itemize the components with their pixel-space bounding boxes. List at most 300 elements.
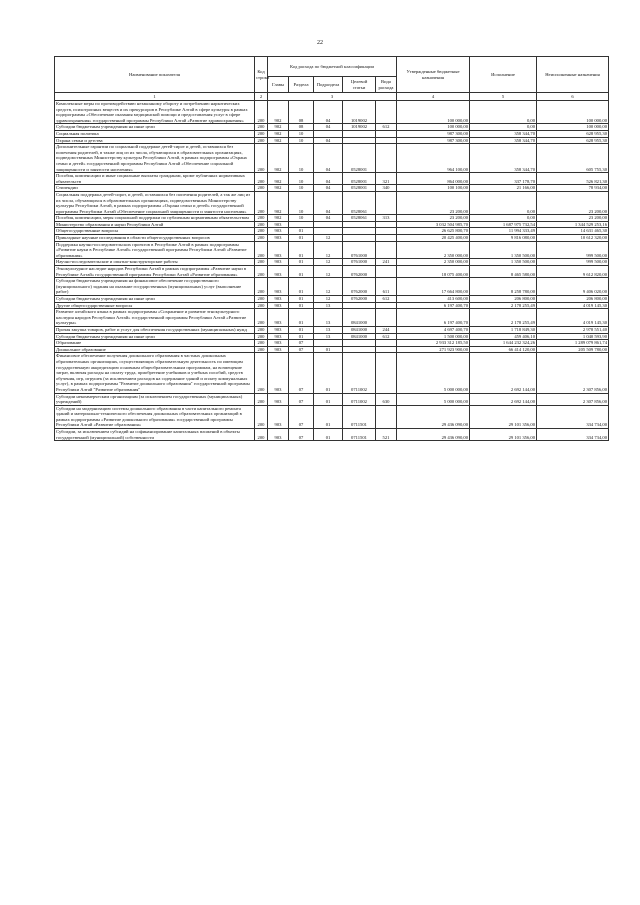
table-row bbox=[55, 353, 609, 393]
row-target bbox=[343, 130, 376, 137]
column-number: 4 bbox=[397, 93, 470, 101]
row-unexecuted: 9 612 820,00 bbox=[537, 266, 609, 278]
row-podrazdel: 04 bbox=[314, 185, 343, 192]
row-name: Другие общегосударственные вопросы bbox=[55, 302, 255, 309]
row-unexecuted: 23 200,00 bbox=[537, 191, 609, 214]
row-executed: 1 350 500,00 bbox=[470, 259, 537, 266]
table-row bbox=[55, 405, 609, 428]
row-approved: 2 350 000,00 bbox=[397, 241, 470, 259]
row-code: 200 bbox=[255, 309, 268, 327]
row-executed: 2 178 255,49 bbox=[470, 302, 537, 309]
row-executed: 1 687 975 732,54 bbox=[470, 221, 537, 228]
row-target: 0761000 bbox=[343, 259, 376, 266]
row-approved: 987 300,00 bbox=[397, 137, 470, 144]
row-approved: 5 000 000,00 bbox=[397, 353, 470, 393]
row-approved: 1 500 000,00 bbox=[397, 333, 470, 340]
row-razdel: 07 bbox=[289, 353, 314, 393]
budget-table bbox=[54, 56, 609, 441]
row-vid bbox=[376, 353, 397, 393]
row-name: Развитие алтайского языка в рамках подпрограммы «Сохранение и развитие этнокультурного наследия народов Республики Алтай» государственной программы Республики Алтай «Развитие культуры» bbox=[55, 309, 255, 327]
row-unexecuted: 206 800,00 bbox=[537, 296, 609, 303]
row-approved: 18 075 400,00 bbox=[397, 266, 470, 278]
row-vid: 612 bbox=[376, 124, 397, 131]
row-podrazdel: 04 bbox=[314, 215, 343, 222]
row-approved: 26 625 800,70 bbox=[397, 228, 470, 235]
row-approved: 4 697 400,70 bbox=[397, 326, 470, 333]
row-code: 200 bbox=[255, 215, 268, 222]
table-row bbox=[55, 326, 609, 333]
header-podrazdel: Подраздела bbox=[314, 77, 343, 93]
row-razdel: 01 bbox=[289, 241, 314, 259]
table-body bbox=[55, 101, 609, 441]
row-code: 200 bbox=[255, 393, 268, 405]
row-glava: 902 bbox=[268, 137, 289, 144]
row-code: 200 bbox=[255, 278, 268, 296]
row-executed: 1 718 849,30 bbox=[470, 326, 537, 333]
table-row bbox=[55, 296, 609, 303]
row-name: Субсидии некоммерческим организациям (за исключением государственных (муниципальных) учреждений) bbox=[55, 393, 255, 405]
row-code: 200 bbox=[255, 346, 268, 353]
row-podrazdel bbox=[314, 340, 343, 347]
header-unexecuted: Неисполненные назначения bbox=[537, 57, 609, 93]
row-name: Субсидии на модернизацию системы дошкольного образования в части капитального ремонта зданий и материально-технического обеспечения дошкольных образовательных организаций в рамках подпрограммы «Развитие дошкольного образования» государственной программы Республики Алтай «Развитие образования» bbox=[55, 405, 255, 428]
row-unexecuted: 100 000,00 bbox=[537, 101, 609, 124]
row-razdel: 10 bbox=[289, 137, 314, 144]
row-unexecuted: 999 500,00 bbox=[537, 259, 609, 266]
row-podrazdel: 01 bbox=[314, 393, 343, 405]
header-budget-code: Код расхода по бюджетной классификации bbox=[268, 57, 397, 77]
row-razdel: 10 bbox=[289, 173, 314, 185]
row-executed: 29 101 356,00 bbox=[470, 429, 537, 441]
row-approved: 23 200,00 bbox=[397, 215, 470, 222]
row-approved: 20 425 400,00 bbox=[397, 235, 470, 242]
row-target: 0711501 bbox=[343, 405, 376, 428]
table-row bbox=[55, 278, 609, 296]
row-name: Прочая закупка товаров, работ и услуг для обеспечения государственных (муниципальных) нужд bbox=[55, 326, 255, 333]
row-name: Общегосударственные вопросы bbox=[55, 228, 255, 235]
row-vid bbox=[376, 144, 397, 173]
row-glava: 903 bbox=[268, 259, 289, 266]
row-target: 0762000 bbox=[343, 278, 376, 296]
row-vid: 241 bbox=[376, 259, 397, 266]
row-unexecuted: 4 019 145,30 bbox=[537, 309, 609, 327]
row-code: 200 bbox=[255, 137, 268, 144]
header-vid: Вида расхода bbox=[376, 77, 397, 93]
row-podrazdel: 01 bbox=[314, 346, 343, 353]
row-unexecuted: 1 289 079 861,74 bbox=[537, 340, 609, 347]
header-name: Наименование показателя bbox=[55, 57, 255, 93]
row-code: 200 bbox=[255, 101, 268, 124]
page-number: 22 bbox=[317, 40, 323, 46]
row-unexecuted: 2 307 856,00 bbox=[537, 393, 609, 405]
row-vid bbox=[376, 235, 397, 242]
row-vid bbox=[376, 137, 397, 144]
row-target: 0528001 bbox=[343, 185, 376, 192]
row-podrazdel: 04 bbox=[314, 124, 343, 131]
row-glava: 903 bbox=[268, 235, 289, 242]
table-row bbox=[55, 340, 609, 347]
row-podrazdel: 13 bbox=[314, 326, 343, 333]
row-podrazdel: 13 bbox=[314, 309, 343, 327]
row-vid bbox=[376, 340, 397, 347]
row-unexecuted: 23 200,00 bbox=[537, 215, 609, 222]
row-vid bbox=[376, 405, 397, 428]
row-executed: 8 258 780,00 bbox=[470, 278, 537, 296]
row-vid bbox=[376, 346, 397, 353]
row-code: 200 bbox=[255, 405, 268, 428]
row-glava: 903 bbox=[268, 326, 289, 333]
row-podrazdel: 12 bbox=[314, 266, 343, 278]
row-podrazdel: 12 bbox=[314, 241, 343, 259]
row-unexecuted: 100 000,00 bbox=[537, 124, 609, 131]
row-vid: 244 bbox=[376, 326, 397, 333]
row-razdel: 08 bbox=[289, 124, 314, 131]
row-executed: 2 692 144,00 bbox=[470, 393, 537, 405]
row-glava: 902 bbox=[268, 124, 289, 131]
row-code: 200 bbox=[255, 185, 268, 192]
row-approved: 2 933 312 185,50 bbox=[397, 340, 470, 347]
row-glava: 903 bbox=[268, 393, 289, 405]
row-executed: 1 644 232 324,26 bbox=[470, 340, 537, 347]
row-code: 200 bbox=[255, 124, 268, 131]
row-code: 200 bbox=[255, 429, 268, 441]
table-row bbox=[55, 185, 609, 192]
column-numbers-row bbox=[55, 93, 609, 101]
row-glava: 903 bbox=[268, 228, 289, 235]
row-glava: 902 bbox=[268, 185, 289, 192]
row-podrazdel: 04 bbox=[314, 144, 343, 173]
header-approved: Утвержденные бюджетные назначения bbox=[397, 57, 470, 93]
row-unexecuted: 9 406 020,00 bbox=[537, 278, 609, 296]
row-approved: 864 000,00 bbox=[397, 173, 470, 185]
row-executed: 66 414 120,00 bbox=[470, 346, 537, 353]
table-row bbox=[55, 241, 609, 259]
row-name: Поддержка научно-исследовательских проектов в Республике Алтай в рамках подпрограммы «Развитие науки в Республике Алтай» государственной программы Республики Алтай «Развитие образования» bbox=[55, 241, 255, 259]
row-vid: 611 bbox=[376, 278, 397, 296]
header-razdel: Раздела bbox=[289, 77, 314, 93]
row-unexecuted: 4 019 145,30 bbox=[537, 302, 609, 309]
row-target bbox=[343, 137, 376, 144]
row-glava: 903 bbox=[268, 241, 289, 259]
row-target: 0528001 bbox=[343, 144, 376, 173]
row-approved: 964 100,00 bbox=[397, 144, 470, 173]
row-razdel: 08 bbox=[289, 101, 314, 124]
row-unexecuted: 334 734,00 bbox=[537, 405, 609, 428]
row-glava: 903 bbox=[268, 266, 289, 278]
row-approved: 413 600,00 bbox=[397, 296, 470, 303]
row-target: 0711002 bbox=[343, 393, 376, 405]
row-unexecuted: 526 821,30 bbox=[537, 173, 609, 185]
table-row bbox=[55, 215, 609, 222]
row-code: 200 bbox=[255, 241, 268, 259]
row-glava: 902 bbox=[268, 215, 289, 222]
row-glava: 903 bbox=[268, 353, 289, 393]
header-code-line: Код строки bbox=[255, 57, 268, 93]
row-target: 1019002 bbox=[343, 101, 376, 124]
row-approved: 6 197 400,70 bbox=[397, 302, 470, 309]
row-code: 200 bbox=[255, 296, 268, 303]
row-glava: 903 bbox=[268, 346, 289, 353]
row-vid: 612 bbox=[376, 333, 397, 340]
table-row bbox=[55, 302, 609, 309]
table-row bbox=[55, 259, 609, 266]
row-target bbox=[343, 221, 376, 228]
row-target bbox=[343, 228, 376, 235]
table-row bbox=[55, 130, 609, 137]
row-code: 200 bbox=[255, 130, 268, 137]
row-vid bbox=[376, 309, 397, 327]
row-approved: 987 300,00 bbox=[397, 130, 470, 137]
row-podrazdel bbox=[314, 228, 343, 235]
row-target: 0761000 bbox=[343, 241, 376, 259]
row-vid bbox=[376, 130, 397, 137]
row-executed: 337 178,70 bbox=[470, 173, 537, 185]
row-code: 200 bbox=[255, 144, 268, 173]
row-unexecuted: 14 631 465,30 bbox=[537, 228, 609, 235]
row-vid bbox=[376, 302, 397, 309]
row-name: Охрана семьи и детства bbox=[55, 137, 255, 144]
table-row bbox=[55, 309, 609, 327]
row-razdel: 07 bbox=[289, 393, 314, 405]
row-podrazdel: 01 bbox=[314, 405, 343, 428]
row-target: 0528001 bbox=[343, 173, 376, 185]
row-razdel: 01 bbox=[289, 228, 314, 235]
row-code: 200 bbox=[255, 333, 268, 340]
row-vid bbox=[376, 191, 397, 214]
row-podrazdel: 12 bbox=[314, 278, 343, 296]
row-executed: 8 465 580,00 bbox=[470, 266, 537, 278]
row-podrazdel: 04 bbox=[314, 173, 343, 185]
row-vid: 321 bbox=[376, 173, 397, 185]
row-executed: 29 101 356,00 bbox=[470, 405, 537, 428]
row-razdel: 10 bbox=[289, 185, 314, 192]
row-podrazdel: 12 bbox=[314, 235, 343, 242]
table-row bbox=[55, 235, 609, 242]
row-razdel: 01 bbox=[289, 296, 314, 303]
row-glava: 902 bbox=[268, 191, 289, 214]
row-name: Субсидии бюджетным учреждениям на иные цели bbox=[55, 296, 255, 303]
row-name: Субсидии бюджетным учреждениям на иные цели bbox=[55, 124, 255, 131]
table-row bbox=[55, 429, 609, 441]
row-name: Научно-исследовательские и опытно-конструкторские работы bbox=[55, 259, 255, 266]
row-name: Субсидии, за исключением субсидий на софинансирование капитальных вложений в объекты государственной (муниципальной) собственности bbox=[55, 429, 255, 441]
row-executed: 0,00 bbox=[470, 191, 537, 214]
table-row bbox=[55, 173, 609, 185]
row-name: Стипендии bbox=[55, 185, 255, 192]
row-podrazdel: 01 bbox=[314, 353, 343, 393]
row-vid bbox=[376, 241, 397, 259]
row-unexecuted: 205 509 780,00 bbox=[537, 346, 609, 353]
row-vid: 612 bbox=[376, 296, 397, 303]
table-row bbox=[55, 228, 609, 235]
column-number: 3 bbox=[268, 93, 397, 101]
row-unexecuted: 2 307 856,00 bbox=[537, 353, 609, 393]
row-vid bbox=[376, 101, 397, 124]
row-glava: 903 bbox=[268, 296, 289, 303]
row-razdel: 10 bbox=[289, 191, 314, 214]
row-vid: 313 bbox=[376, 215, 397, 222]
row-approved: 3 032 504 985,70 bbox=[397, 221, 470, 228]
row-unexecuted: 605 755,30 bbox=[537, 144, 609, 173]
row-podrazdel: 13 bbox=[314, 302, 343, 309]
row-executed: 2 692 144,00 bbox=[470, 353, 537, 393]
row-glava: 903 bbox=[268, 340, 289, 347]
row-podrazdel: 04 bbox=[314, 137, 343, 144]
row-executed: 11 994 333,49 bbox=[470, 228, 537, 235]
row-vid bbox=[376, 221, 397, 228]
row-executed: 9 816 080,00 bbox=[470, 235, 537, 242]
table-row bbox=[55, 137, 609, 144]
row-target bbox=[343, 346, 376, 353]
row-vid: 630 bbox=[376, 393, 397, 405]
row-podrazdel: 13 bbox=[314, 333, 343, 340]
row-target: 0528061 bbox=[343, 215, 376, 222]
row-target: 0711501 bbox=[343, 429, 376, 441]
row-glava: 902 bbox=[268, 101, 289, 124]
table-row bbox=[55, 221, 609, 228]
row-executed: 1 350 500,00 bbox=[470, 241, 537, 259]
row-podrazdel: 01 bbox=[314, 429, 343, 441]
row-approved: 100 100,00 bbox=[397, 185, 470, 192]
row-approved: 29 436 090,00 bbox=[397, 405, 470, 428]
row-code: 200 bbox=[255, 259, 268, 266]
row-code: 200 bbox=[255, 353, 268, 393]
row-approved: 2 350 000,00 bbox=[397, 259, 470, 266]
row-name: Прикладные научные исследования в области общегосударственных вопросов bbox=[55, 235, 255, 242]
column-number: 6 bbox=[537, 93, 609, 101]
table-row bbox=[55, 144, 609, 173]
row-target: 0528061 bbox=[343, 191, 376, 214]
row-name: Пособия, компенсации, меры социальной поддержки по публичным нормативным обязательствам bbox=[55, 215, 255, 222]
row-code: 200 bbox=[255, 173, 268, 185]
row-code: 200 bbox=[255, 266, 268, 278]
row-name: Субсидии бюджетным учреждениям на иные цели bbox=[55, 333, 255, 340]
row-target: 1019002 bbox=[343, 124, 376, 131]
row-razdel: 01 bbox=[289, 235, 314, 242]
header-executed: Исполнение bbox=[470, 57, 537, 93]
row-podrazdel: 04 bbox=[314, 101, 343, 124]
row-executed: 358 344,70 bbox=[470, 137, 537, 144]
row-approved: 17 664 800,00 bbox=[397, 278, 470, 296]
row-code: 200 bbox=[255, 340, 268, 347]
row-razdel: 07 bbox=[289, 429, 314, 441]
row-approved: 23 200,00 bbox=[397, 191, 470, 214]
row-podrazdel: 04 bbox=[314, 191, 343, 214]
row-name: Финансовое обеспечение получения дошкольного образования в частных дошкольных образовательных организациях, осуществляющих образовательную деятельность по имеющим государственную аккредитацию основным общеобразовательным программам, на возмещение затрат, включая расходы на оплату труда, приобретение учебников и учебных пособий, средств обучения, игр, игрушек (за исключением расходов на содержание зданий и оплату коммунальных услуг), в рамках подпрограммы "Развитие дошкольного образования" государственной программы Республики Алтай "Развитие образования" bbox=[55, 353, 255, 393]
row-executed: 0,00 bbox=[470, 124, 537, 131]
row-executed: 2 178 255,49 bbox=[470, 309, 537, 327]
table-row bbox=[55, 346, 609, 353]
row-executed: 358 344,70 bbox=[470, 144, 537, 173]
row-glava: 902 bbox=[268, 130, 289, 137]
table-row bbox=[55, 393, 609, 405]
row-name: Дополнительные гарантии по социальной поддержке детей-сирот и детей, оставшихся без попечения родителей, в также лиц из их числа, обучающихся в образовательных организациях, подведомственных Министерству культуры Республики Алтай, в рамках подпрограммы «Охрана семьи и детей» государственной программы Республики Алтай «Обеспечение социальной защищенности и занятости населения» bbox=[55, 144, 255, 173]
row-razdel: 01 bbox=[289, 302, 314, 309]
row-podrazdel bbox=[314, 130, 343, 137]
row-razdel: 10 bbox=[289, 130, 314, 137]
row-glava: 903 bbox=[268, 221, 289, 228]
row-glava: 903 bbox=[268, 278, 289, 296]
row-glava: 903 bbox=[268, 309, 289, 327]
row-glava: 902 bbox=[268, 173, 289, 185]
row-vid: 521 bbox=[376, 429, 397, 441]
row-razdel: 01 bbox=[289, 259, 314, 266]
row-name: Комплексные меры по противодействию незаконному обороту и потреблению наркотических средств, психотропных веществ и их прекурсоров в Республике Алтай в сфере культуры в рамках подпрограммы «Обеспечение оказания медицинской помощи и предоставления услуг в сфере здравоохранения» государственной программы Республики Алтай «Развитие здравоохранения» bbox=[55, 101, 255, 124]
table-row bbox=[55, 266, 609, 278]
row-target: 0841000 bbox=[343, 309, 376, 327]
row-podrazdel: 12 bbox=[314, 259, 343, 266]
row-executed: 21 166,00 bbox=[470, 185, 537, 192]
row-razdel bbox=[289, 221, 314, 228]
row-target bbox=[343, 235, 376, 242]
row-code: 200 bbox=[255, 191, 268, 214]
row-code: 200 bbox=[255, 326, 268, 333]
row-code: 200 bbox=[255, 302, 268, 309]
row-razdel: 01 bbox=[289, 326, 314, 333]
row-razdel: 01 bbox=[289, 309, 314, 327]
header-glava: Главы bbox=[268, 77, 289, 93]
row-name: Этнокультурное наследие народов Республики Алтай в рамках подпрограммы «Развитие науки в Республике Алтай» государственной программы Республики Алтай «Развитие образования» bbox=[55, 266, 255, 278]
row-vid: 340 bbox=[376, 185, 397, 192]
row-glava: 903 bbox=[268, 302, 289, 309]
row-target: 0711002 bbox=[343, 353, 376, 393]
row-razdel: 10 bbox=[289, 144, 314, 173]
row-approved: 29 436 090,00 bbox=[397, 429, 470, 441]
row-razdel: 01 bbox=[289, 333, 314, 340]
row-name: Пособия, компенсации и иные социальные выплаты гражданам, кроме публичных нормативных обязательств bbox=[55, 173, 255, 185]
row-vid bbox=[376, 228, 397, 235]
row-target: 0762000 bbox=[343, 296, 376, 303]
row-unexecuted: 10 612 320,00 bbox=[537, 235, 609, 242]
table-row bbox=[55, 333, 609, 340]
row-razdel: 07 bbox=[289, 340, 314, 347]
row-unexecuted: 1 040 593,90 bbox=[537, 333, 609, 340]
row-unexecuted: 999 500,00 bbox=[537, 241, 609, 259]
row-razdel: 07 bbox=[289, 405, 314, 428]
row-code: 200 bbox=[255, 228, 268, 235]
row-approved: 5 000 000,00 bbox=[397, 393, 470, 405]
row-target: 0762000 bbox=[343, 266, 376, 278]
row-executed: 459 406,10 bbox=[470, 333, 537, 340]
row-unexecuted: 334 734,00 bbox=[537, 429, 609, 441]
row-executed: 0,00 bbox=[470, 215, 537, 222]
row-unexecuted: 2 978 551,40 bbox=[537, 326, 609, 333]
row-name: Министерство образования и науки Республики Алтай bbox=[55, 221, 255, 228]
row-name: Социальная поддержка детей-сирот, и детей, оставшихся без попечения родителей, а так же лиц из их числа, обучающихся в образовательных организациях, подведомственных Министерству культуры Республики Алтай, в рамках подпрограммы «Охрана семьи и детей» государственной программы Республики Алтай «Обеспечение социальной защищенности и занятости населения» bbox=[55, 191, 255, 214]
row-razdel: 10 bbox=[289, 215, 314, 222]
header-target: Целевой статьи bbox=[343, 77, 376, 93]
column-number: 5 bbox=[470, 93, 537, 101]
row-name: Субсидии бюджетным учреждениям на финансовое обеспечение государственного (муниципального) задания на оказание государственных (муниципальных) услуг (выполнение работ) bbox=[55, 278, 255, 296]
row-name: Социальная политика bbox=[55, 130, 255, 137]
row-executed: 206 800,00 bbox=[470, 296, 537, 303]
table-row bbox=[55, 101, 609, 124]
row-executed: 0,00 bbox=[470, 101, 537, 124]
row-approved: 100 000,00 bbox=[397, 124, 470, 131]
row-razdel: 07 bbox=[289, 346, 314, 353]
row-glava: 902 bbox=[268, 144, 289, 173]
row-glava: 903 bbox=[268, 333, 289, 340]
row-approved: 271 923 900,00 bbox=[397, 346, 470, 353]
row-code: 200 bbox=[255, 235, 268, 242]
row-unexecuted: 1 344 529 253,16 bbox=[537, 221, 609, 228]
row-razdel: 01 bbox=[289, 278, 314, 296]
row-name: Дошкольное образование bbox=[55, 346, 255, 353]
row-podrazdel: 12 bbox=[314, 296, 343, 303]
row-target bbox=[343, 302, 376, 309]
table-row bbox=[55, 124, 609, 131]
row-approved: 6 197 400,70 bbox=[397, 309, 470, 327]
